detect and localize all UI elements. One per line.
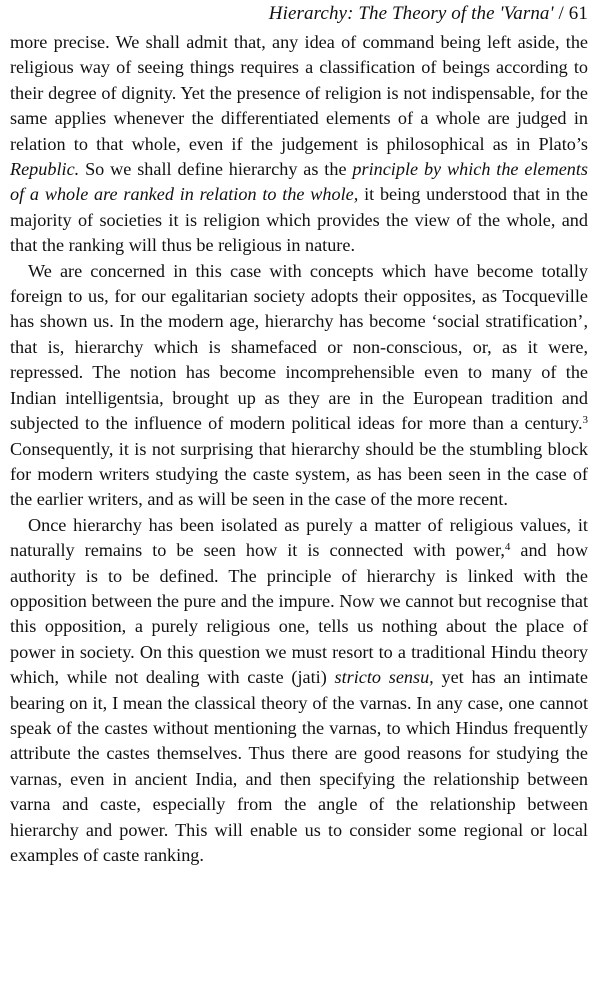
running-head xyxy=(10,0,588,26)
footnote-ref-3: 3 xyxy=(582,414,588,427)
running-title: Hierarchy: The Theory of the 'Varna' xyxy=(268,3,554,24)
paragraph-3-text-d: yet has an intimate bearing on it, I mean the classical theory of the varnas. In any case, one cannot speak of the castes without mentioning the varnas, to which Hindus frequently attribute the castes themselves. Thus there are good reasons for studying the varnas, even in ancient India, and then specifying the relationship between varna and caste, especially from the angle of the relationship between hierarchy and power. This will enable us to consider some regional or local examples of caste ranking. xyxy=(10,667,588,865)
paragraph-2-text-b: Consequently, it is not surprising that hierarchy should be the stumbling block for modern writers studying the caste system, as has been seen in the case of the earlier writers, and as will be seen in the case of the more recent. xyxy=(10,438,588,510)
paragraph-1-text-e: it being understood that in the majority of societies it is religion which provides the view of the whole, and that the ranking will thus be religious in nature. xyxy=(10,184,588,256)
page-number: 61 xyxy=(568,3,588,24)
paragraph-1 xyxy=(10,30,588,259)
paragraph-1-italic-republic: Republic. xyxy=(10,159,80,180)
paragraph-3 xyxy=(10,513,588,869)
paragraph-1-text-a: more precise. We shall admit that, any idea of command being left aside, the religious way of seeing things requires a classification of beings according to their degree of dignity. Yet the presence of religion is not indispensable, for the same applies whenever the differentiated elements of a whole are judged in relation to that whole, even if the judgement is philosophical as in Plato’s xyxy=(10,32,588,154)
paragraph-3-italic-stricto-sensu: stricto sensu, xyxy=(334,667,434,688)
paragraph-2-text-a: We are concerned in this case with concepts which have become totally foreign to us, for our egalitarian society adopts their opposites, as Tocqueville has shown us. In the modern age, hierarchy has become ‘social stratification’, that is, hierarchy which is shamefaced or non-conscious, or, as it were, repressed. The notion has become incomprehensible even to many of the Indian intelligentsia, brought up as they are in the European tradition and subjected to the influence of modern political ideas for more than a century. xyxy=(10,260,588,434)
paragraph-2 xyxy=(10,259,588,513)
paragraph-3-text-a: Once hierarchy has been isolated as purely a matter of religious values, it naturally remains to be seen how it is connected with power, xyxy=(10,514,588,561)
paragraph-1-text-c: So we shall define hierarchy as the xyxy=(79,159,353,180)
paragraph-3-text-b: and how authority is to be defined. The principle of hierarchy is linked with the opposition between the pure and the impure. Now we cannot but recognise that this opposition, a purely religious one, tells us nothing about the place of power in society. On this question we must resort to a traditional Hindu theory which, while not dealing with caste (jati) xyxy=(10,540,588,688)
footnote-ref-4: 4 xyxy=(504,541,511,554)
paragraph-1-italic-definition: principle by which the elements of a whole are ranked in relation to the whole, xyxy=(10,159,589,205)
header-separator: / xyxy=(553,3,569,24)
